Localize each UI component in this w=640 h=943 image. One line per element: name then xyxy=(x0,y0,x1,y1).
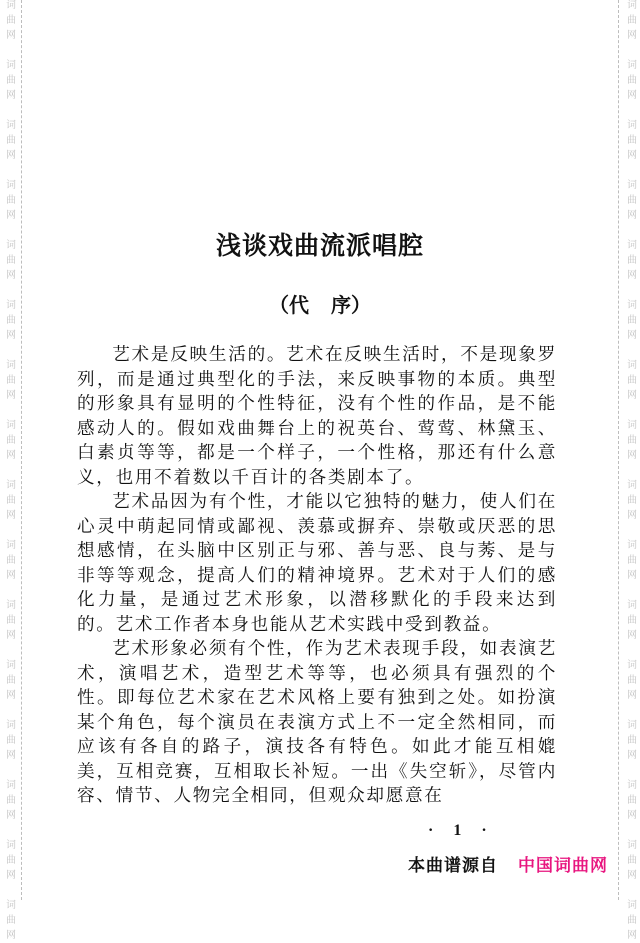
watermark-char: 词 xyxy=(6,300,16,311)
watermark-char: 词 xyxy=(627,420,637,431)
watermark-char: 词 xyxy=(627,780,637,791)
watermark-char: 曲 xyxy=(6,75,16,86)
watermark-char: 词 xyxy=(6,180,16,191)
watermark-char: 曲 xyxy=(627,495,637,506)
watermark-char: 网 xyxy=(627,810,637,821)
watermark-char: 词 xyxy=(627,240,637,251)
paragraph: 艺术形象必须有个性，作为艺术表现手段，如表演艺术，演唱艺术，造型艺术等等，也必须具有强烈的个性。即每位艺术家在艺术风格上要有独到之处。如扮演某个角色，每个演员在表演方式上不一定全然相同，而应该有各自的路子，演技各有特色。如此才能互相媲美，互相竞赛，互相取长补短。一出《失空斩》，尽管内容、情节、人物完全相同，但观众却愿意在 xyxy=(77,639,557,806)
watermark-char: 词 xyxy=(627,0,637,11)
watermark-char: 词 xyxy=(627,600,637,611)
watermark-char: 词 xyxy=(627,660,637,671)
watermark-group xyxy=(624,778,640,823)
watermark-char: 网 xyxy=(6,810,16,821)
watermark-char: 曲 xyxy=(627,255,637,266)
watermark-group xyxy=(3,718,19,763)
paragraph: 艺术是反映生活的。艺术在反映生活时，不是现象罗列，而是通过典型化的手法，来反映事物的本质。典型的形象具有显明的个性特征，没有个性的作品，是不能感动人的。假如戏曲舞台上的祝英台、莺莺、林黛玉、白素贞等等，都是一个样子，一个性格，那还有什么意义，也用不着数以千百计的各类剧本了。 xyxy=(77,345,557,488)
subtitle-part-1: （代 xyxy=(269,293,309,317)
watermark-group xyxy=(3,838,19,883)
watermark-group xyxy=(624,718,640,763)
watermark-char: 网 xyxy=(6,450,16,461)
watermark-char: 网 xyxy=(627,30,637,41)
watermark-group xyxy=(3,0,19,43)
watermark-group xyxy=(3,478,19,523)
watermark-char: 曲 xyxy=(627,375,637,386)
watermark-char: 网 xyxy=(627,450,637,461)
watermark-char: 词 xyxy=(627,540,637,551)
watermark-char: 网 xyxy=(6,930,16,941)
site-name-link[interactable]: 中国词曲网 xyxy=(518,856,608,876)
watermark-group xyxy=(624,538,640,583)
watermark-group xyxy=(624,598,640,643)
watermark-char: 网 xyxy=(6,510,16,521)
watermark-char: 词 xyxy=(6,360,16,371)
watermark-char: 词 xyxy=(627,840,637,851)
watermark-char: 曲 xyxy=(6,255,16,266)
watermark-char: 词 xyxy=(6,0,16,11)
watermark-char: 词 xyxy=(627,720,637,731)
watermark-char: 曲 xyxy=(627,15,637,26)
watermark-char: 曲 xyxy=(6,15,16,26)
watermark-char: 曲 xyxy=(6,555,16,566)
watermark-char: 网 xyxy=(6,30,16,41)
right-dashed-border xyxy=(618,0,619,900)
watermark-char: 曲 xyxy=(627,435,637,446)
watermark-group xyxy=(3,358,19,403)
page-number: · 1 · xyxy=(428,822,495,839)
watermark-char: 网 xyxy=(6,90,16,101)
watermark-group xyxy=(624,838,640,883)
watermark-char: 曲 xyxy=(627,555,637,566)
watermark-group xyxy=(624,418,640,463)
watermark-char: 网 xyxy=(627,270,637,281)
watermark-char: 网 xyxy=(6,210,16,221)
watermark-group xyxy=(3,538,19,583)
watermark-char: 曲 xyxy=(627,135,637,146)
document-subtitle xyxy=(0,289,640,318)
watermark-char: 曲 xyxy=(6,735,16,746)
watermark-char: 词 xyxy=(6,840,16,851)
watermark-group xyxy=(624,358,640,403)
watermark-char: 词 xyxy=(6,60,16,71)
watermark-char: 词 xyxy=(6,120,16,131)
watermark-char: 曲 xyxy=(6,495,16,506)
watermark-char: 词 xyxy=(627,120,637,131)
watermark-group xyxy=(624,118,640,163)
watermark-char: 网 xyxy=(6,630,16,641)
watermark-char: 曲 xyxy=(6,375,16,386)
watermark-group xyxy=(624,0,640,43)
watermark-char: 网 xyxy=(627,630,637,641)
watermark-char: 曲 xyxy=(6,855,16,866)
watermark-char: 网 xyxy=(627,150,637,161)
watermark-group xyxy=(3,58,19,103)
watermark-group xyxy=(624,658,640,703)
watermark-char: 词 xyxy=(6,780,16,791)
watermark-group xyxy=(3,118,19,163)
watermark-group xyxy=(624,478,640,523)
watermark-char: 网 xyxy=(627,330,637,341)
watermark-char: 曲 xyxy=(6,795,16,806)
watermark-char: 曲 xyxy=(6,135,16,146)
watermark-char: 词 xyxy=(627,180,637,191)
watermark-char: 网 xyxy=(6,570,16,581)
watermark-char: 网 xyxy=(627,510,637,521)
document-title: 浅谈戏曲流派唱腔 xyxy=(215,231,424,260)
watermark-char: 曲 xyxy=(627,615,637,626)
watermark-char: 网 xyxy=(6,330,16,341)
watermark-char: 曲 xyxy=(627,75,637,86)
watermark-char: 曲 xyxy=(6,675,16,686)
watermark-char: 网 xyxy=(627,390,637,401)
watermark-char: 网 xyxy=(627,690,637,701)
watermark-group xyxy=(3,898,19,943)
watermark-char: 曲 xyxy=(627,855,637,866)
watermark-char: 网 xyxy=(6,750,16,761)
watermark-char: 曲 xyxy=(6,435,16,446)
left-dashed-border xyxy=(21,0,22,900)
watermark-char: 词 xyxy=(627,480,637,491)
watermark-group xyxy=(3,658,19,703)
watermark-char: 词 xyxy=(627,300,637,311)
watermark-char: 词 xyxy=(6,900,16,911)
watermark-char: 词 xyxy=(6,600,16,611)
watermark-char: 网 xyxy=(6,870,16,881)
watermark-char: 网 xyxy=(627,750,637,761)
watermark-char: 网 xyxy=(6,390,16,401)
document-body xyxy=(77,343,557,809)
watermark-char: 词 xyxy=(627,900,637,911)
watermark-char: 曲 xyxy=(627,915,637,926)
watermark-char: 词 xyxy=(6,540,16,551)
watermark-char: 词 xyxy=(6,660,16,671)
watermark-char: 词 xyxy=(627,360,637,371)
watermark-char: 网 xyxy=(627,570,637,581)
watermark-char: 曲 xyxy=(6,195,16,206)
watermark-char: 词 xyxy=(627,60,637,71)
watermark-char: 网 xyxy=(627,870,637,881)
watermark-group xyxy=(624,898,640,943)
left-watermark-column xyxy=(3,0,19,941)
watermark-group xyxy=(3,418,19,463)
watermark-char: 词 xyxy=(6,720,16,731)
watermark-char: 词 xyxy=(6,420,16,431)
right-watermark-column xyxy=(624,0,640,941)
watermark-char: 曲 xyxy=(6,315,16,326)
watermark-char: 曲 xyxy=(627,735,637,746)
watermark-char: 网 xyxy=(627,930,637,941)
watermark-group xyxy=(3,778,19,823)
watermark-char: 网 xyxy=(627,90,637,101)
watermark-group xyxy=(3,178,19,223)
watermark-char: 词 xyxy=(6,480,16,491)
source-label: 本曲谱源自 xyxy=(408,856,498,876)
watermark-char: 网 xyxy=(6,690,16,701)
watermark-group xyxy=(3,598,19,643)
watermark-char: 曲 xyxy=(627,315,637,326)
watermark-char: 网 xyxy=(6,150,16,161)
watermark-group xyxy=(624,58,640,103)
watermark-char: 曲 xyxy=(627,675,637,686)
watermark-char: 词 xyxy=(6,240,16,251)
watermark-char: 曲 xyxy=(6,915,16,926)
watermark-char: 曲 xyxy=(627,195,637,206)
watermark-group xyxy=(624,178,640,223)
source-footer xyxy=(408,851,608,876)
watermark-char: 网 xyxy=(627,210,637,221)
watermark-char: 网 xyxy=(6,270,16,281)
subtitle-part-2: 序） xyxy=(331,293,371,317)
watermark-char: 曲 xyxy=(6,615,16,626)
paragraph: 艺术品因为有个性，才能以它独特的魅力，使人们在心灵中萌起同情或鄙视、羡慕或摒弃、崇敬或厌恶的思想感情，在头脑中区别正与邪、善与恶、良与莠、是与非等等观念，提高人们的精神境界。艺术对于人们的感化力量，是通过艺术形象，以潜移默化的手段来达到的。艺术工作者本身也能从艺术实践中受到教益。 xyxy=(77,492,557,635)
watermark-char: 曲 xyxy=(627,795,637,806)
